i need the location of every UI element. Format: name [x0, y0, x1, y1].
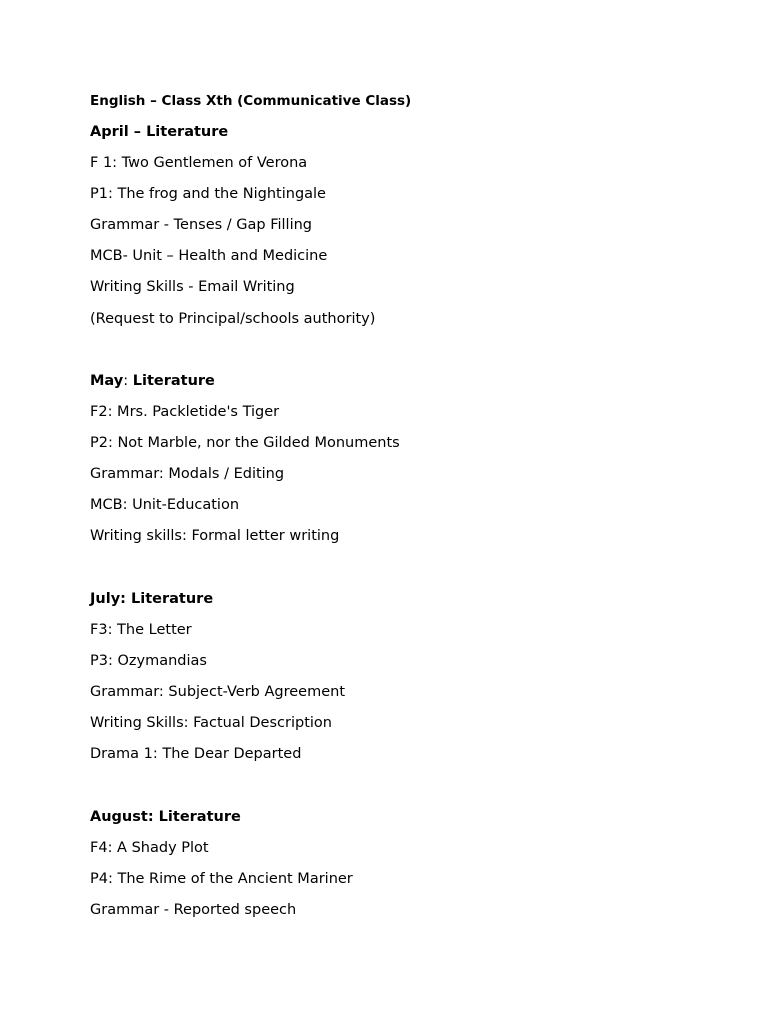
- list-item: P2: Not Marble, nor the Gilded Monuments: [90, 435, 400, 451]
- heading-separator: –: [128, 124, 147, 140]
- heading-label: Literature: [131, 591, 214, 607]
- heading-month: May: [90, 373, 124, 389]
- section-heading-july: [90, 590, 213, 608]
- list-item: F4: A Shady Plot: [90, 840, 209, 856]
- heading-separator: :: [123, 373, 133, 389]
- heading-label: Literature: [146, 124, 229, 140]
- list-item: P4: The Rime of the Ancient Mariner: [90, 871, 353, 887]
- list-item: Writing Skills: Factual Description: [90, 715, 332, 731]
- list-item: MCB- Unit – Health and Medicine: [90, 248, 328, 264]
- list-item: Writing Skills - Email Writing: [90, 279, 295, 295]
- list-item: Writing skills: Formal letter writing: [90, 528, 340, 544]
- list-item: F2: Mrs. Packletide's Tiger: [90, 404, 280, 420]
- heading-label: Literature: [132, 373, 215, 389]
- list-item: Grammar: Modals / Editing: [90, 466, 285, 482]
- section-heading-april: [90, 123, 228, 141]
- heading-separator: :: [120, 591, 131, 607]
- list-item: MCB: Unit-Education: [90, 497, 240, 513]
- list-item: P3: Ozymandias: [90, 653, 207, 669]
- list-item: P1: The frog and the Nightingale: [90, 186, 326, 202]
- list-item: Drama 1: The Dear Departed: [90, 746, 302, 762]
- heading-separator: :: [147, 809, 159, 825]
- section-heading-may: [90, 372, 215, 390]
- list-item: F3: The Letter: [90, 622, 192, 638]
- list-item: (Request to Principal/schools authority): [90, 311, 376, 327]
- heading-label: Literature: [158, 809, 241, 825]
- document-title: English – Class Xth (Communicative Class): [90, 93, 412, 109]
- list-item: Grammar - Tenses / Gap Filling: [90, 217, 312, 233]
- heading-month: April: [90, 124, 129, 140]
- heading-month: August: [90, 809, 148, 825]
- heading-month: July: [90, 591, 121, 607]
- list-item: Grammar: Subject-Verb Agreement: [90, 684, 346, 700]
- list-item: Grammar - Reported speech: [90, 902, 297, 918]
- list-item: F 1: Two Gentlemen of Verona: [90, 155, 308, 171]
- section-heading-august: [90, 808, 241, 826]
